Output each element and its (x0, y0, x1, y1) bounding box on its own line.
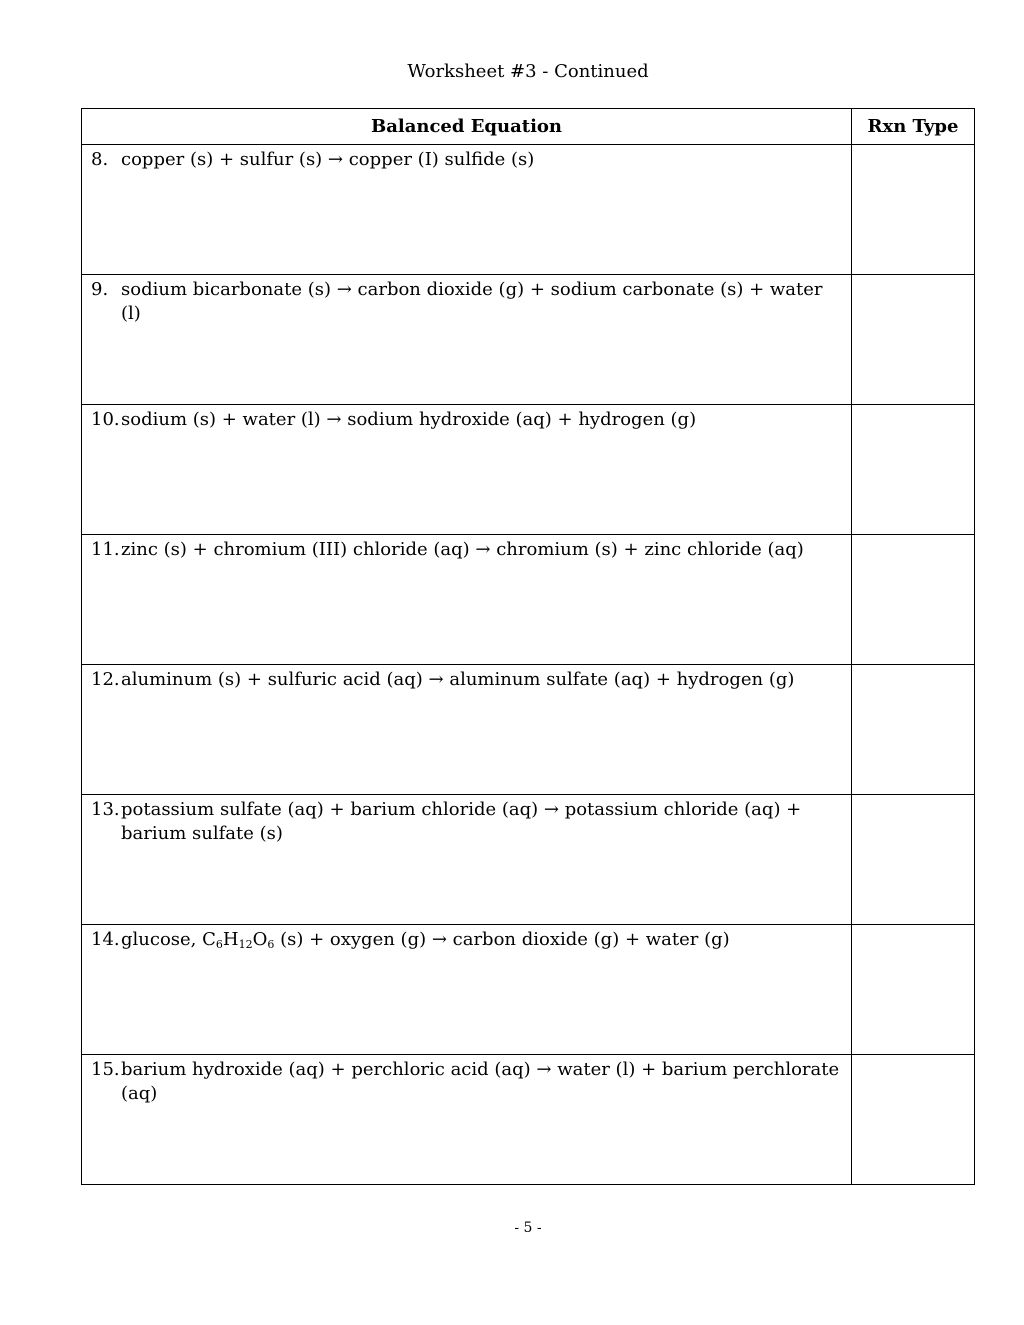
page-title: Worksheet #3 - Continued (407, 61, 649, 82)
equation-text (121, 928, 841, 952)
equation-cell (82, 795, 852, 925)
header-rxn-type: Rxn Type (852, 109, 975, 145)
equation-cell (82, 405, 852, 535)
row-number: 13. (91, 799, 120, 820)
formula-element-o: O (252, 929, 268, 950)
header-balanced-equation: Balanced Equation (82, 109, 852, 145)
row-number: 14. (91, 929, 120, 950)
equations-table (81, 108, 975, 1185)
equation-cell (82, 275, 852, 405)
rxn-type-cell[interactable] (852, 1055, 975, 1185)
row-number: 8. (91, 149, 109, 170)
equation-text: sodium bicarbonate (s) → carbon dioxide (g) + sodium carbonate (s) + water (l) (121, 279, 823, 324)
table-row (82, 275, 975, 405)
table-header-row (82, 109, 975, 145)
equation-prefix: glucose, (121, 929, 203, 950)
row-number: 12. (91, 669, 120, 690)
equation-text: aluminum (s) + sulfuric acid (aq) → aluminum sulfate (aq) + hydrogen (g) (121, 669, 795, 690)
rxn-type-cell[interactable] (852, 665, 975, 795)
table-row (82, 145, 975, 275)
rxn-type-cell[interactable] (852, 405, 975, 535)
equation-text: barium hydroxide (aq) + perchloric acid (aq) → water (l) + barium perchlorate (aq) (121, 1059, 840, 1104)
equation-text: sodium (s) + water (l) → sodium hydroxide (aq) + hydrogen (g) (121, 409, 697, 430)
row-number: 10. (91, 409, 120, 430)
glucose-formula (202, 929, 274, 950)
formula-subscript: 6 (267, 938, 275, 951)
row-number: 9. (91, 279, 109, 300)
table-row (82, 925, 975, 1055)
formula-element-c: C (202, 929, 216, 950)
equation-cell (82, 145, 852, 275)
equation-text: zinc (s) + chromium (III) chloride (aq) → chromium (s) + zinc chloride (aq) (121, 539, 804, 560)
table-row (82, 405, 975, 535)
equation-cell (82, 665, 852, 795)
formula-subscript: 6 (215, 938, 223, 951)
rxn-type-cell[interactable] (852, 795, 975, 925)
table-row (82, 795, 975, 925)
equation-cell (82, 1055, 852, 1185)
table-row (82, 535, 975, 665)
row-number: 15. (91, 1059, 120, 1080)
equation-text: potassium sulfate (aq) + barium chloride (aq) → potassium chloride (aq) + barium sulfate (s) (121, 799, 802, 844)
equation-text: copper (s) + sulfur (s) → copper (I) sulfide (s) (121, 149, 535, 170)
rxn-type-cell[interactable] (852, 925, 975, 1055)
equation-cell (82, 535, 852, 665)
table-row (82, 665, 975, 795)
table-row (82, 1055, 975, 1185)
rxn-type-cell[interactable] (852, 145, 975, 275)
equation-suffix: (s) + oxygen (g) → carbon dioxide (g) + water (g) (274, 929, 730, 950)
row-number: 11. (91, 539, 120, 560)
formula-subscript: 12 (238, 938, 253, 951)
equation-cell (82, 925, 852, 1055)
formula-element-h: H (222, 929, 239, 950)
rxn-type-cell[interactable] (852, 275, 975, 405)
page-number: - 5 - (514, 1220, 542, 1236)
rxn-type-cell[interactable] (852, 535, 975, 665)
